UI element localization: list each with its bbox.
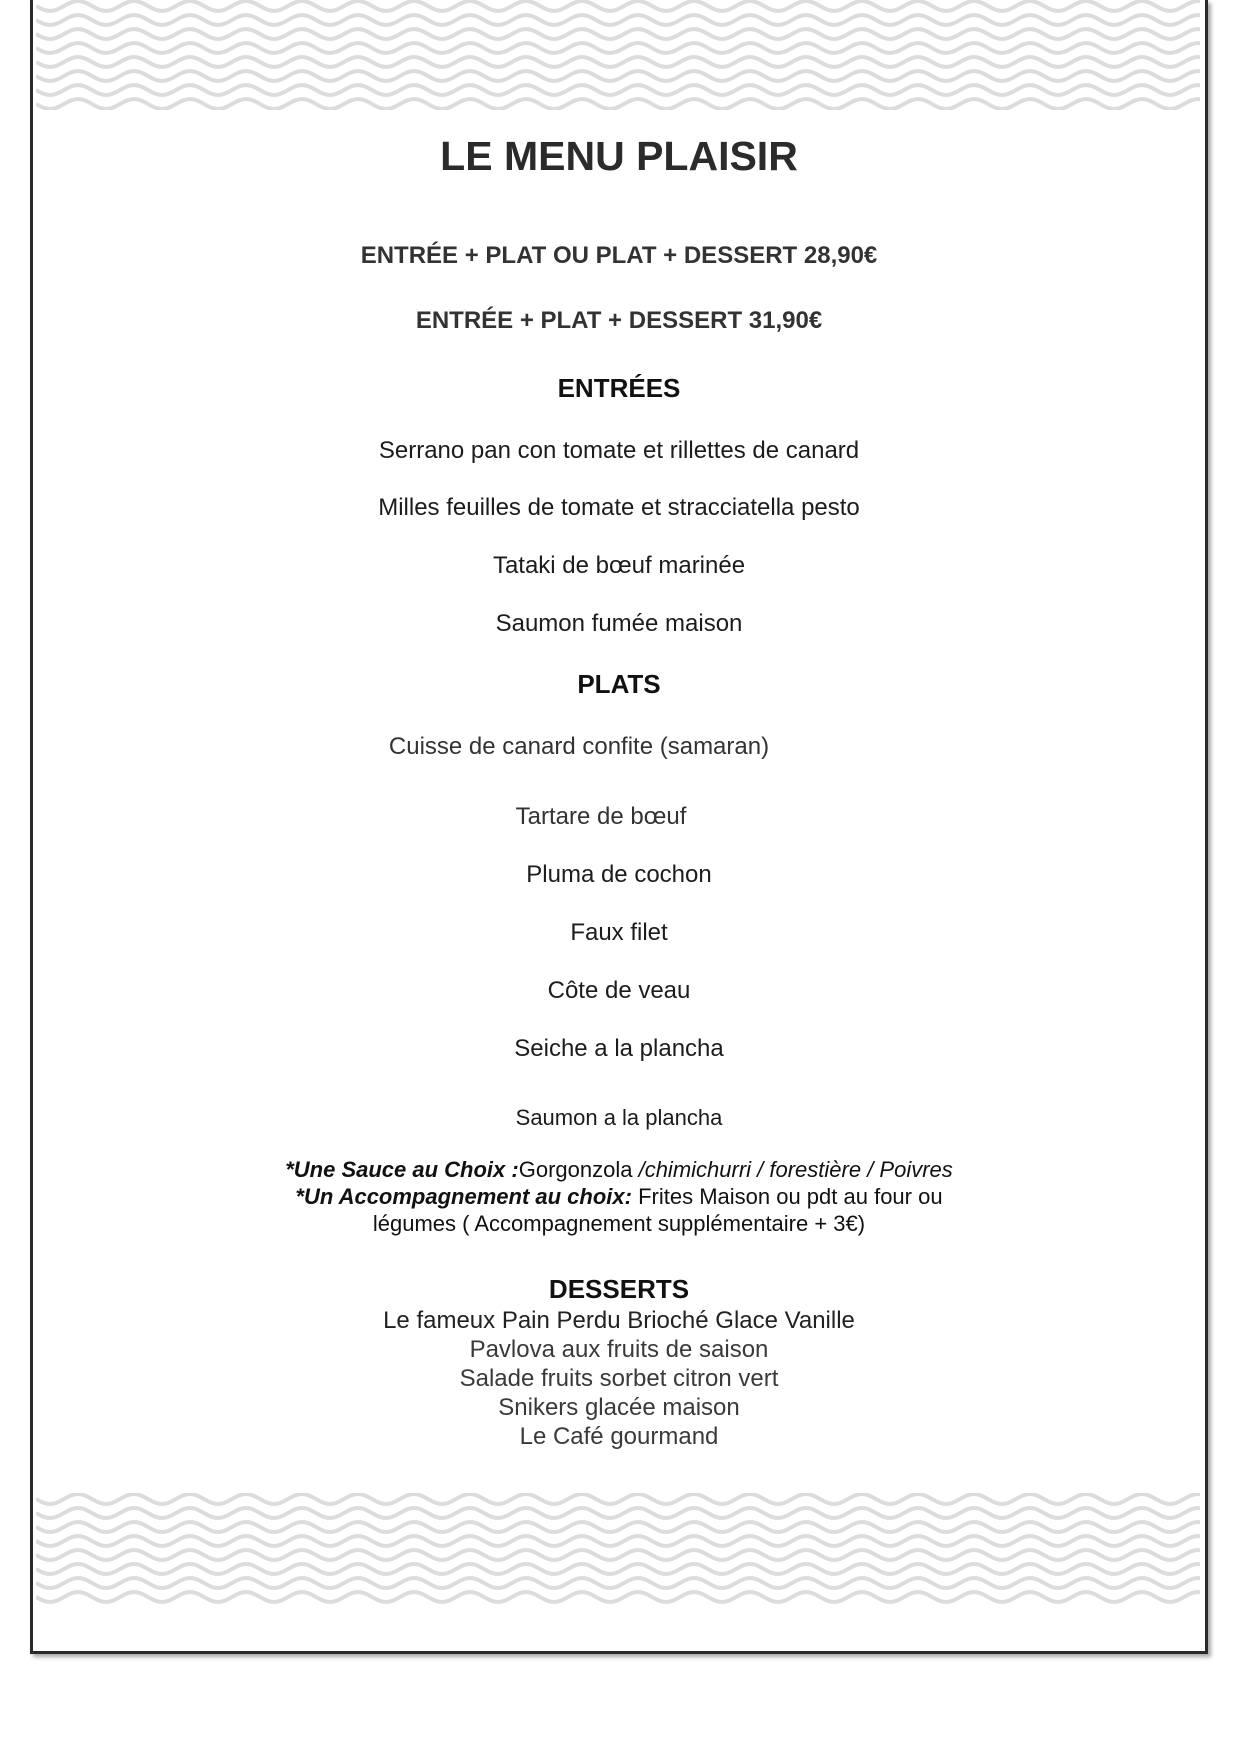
wave-line bbox=[36, 99, 1200, 109]
wave-line bbox=[36, 43, 1200, 53]
dessert-item: Salade fruits sorbet citron vert bbox=[459, 1365, 779, 1392]
plat-item: Saumon a la plancha bbox=[515, 1105, 723, 1130]
formula-price-1: ENTRÉE + PLAT OU PLAT + DESSERT 28,90€ bbox=[360, 242, 878, 269]
section-heading-desserts: DESSERTS bbox=[548, 1274, 690, 1304]
wave-pattern-top bbox=[36, 0, 1202, 110]
wave-line bbox=[36, 15, 1200, 25]
wave-line bbox=[36, 1550, 1200, 1560]
plat-item: Tartare de bœuf bbox=[515, 803, 687, 830]
wave-line bbox=[36, 1522, 1200, 1532]
dessert-item: Le Café gourmand bbox=[519, 1423, 719, 1450]
wave-line bbox=[36, 1, 1200, 11]
wave-line bbox=[36, 29, 1200, 39]
menu-title: LE MENU PLAISIR bbox=[440, 133, 798, 179]
wave-line bbox=[36, 1536, 1200, 1546]
plat-item: Cuisse de canard confite (samaran) bbox=[388, 733, 770, 760]
side-note bbox=[36, 1184, 1202, 1210]
plat-item: Côte de veau bbox=[547, 977, 691, 1004]
entree-item: Serrano pan con tomate et rillettes de canard bbox=[378, 437, 860, 464]
entree-item: Milles feuilles de tomate et stracciatella pesto bbox=[378, 494, 860, 521]
dessert-item: Pavlova aux fruits de saison bbox=[469, 1336, 769, 1363]
plat-item: Seiche a la plancha bbox=[514, 1035, 724, 1062]
entree-item: Tataki de bœuf marinée bbox=[492, 552, 746, 579]
entree-item: Saumon fumée maison bbox=[495, 610, 743, 637]
plat-item: Faux filet bbox=[570, 919, 668, 946]
wave-pattern-bottom bbox=[36, 1493, 1202, 1608]
plat-item: Pluma de cochon bbox=[526, 861, 712, 888]
sauce-note-first: Gorgonzola bbox=[518, 1157, 633, 1182]
wave-line bbox=[36, 85, 1200, 95]
dessert-item: Snikers glacée maison bbox=[498, 1394, 740, 1421]
wave-line bbox=[36, 1508, 1200, 1518]
wave-line bbox=[36, 71, 1200, 81]
side-note-text: Frites Maison ou pdt au four ou bbox=[631, 1184, 943, 1209]
dessert-item: Le fameux Pain Perdu Brioché Glace Vanille bbox=[383, 1307, 855, 1334]
side-note-label: *Un Accompagnement au choix: bbox=[295, 1184, 632, 1209]
sauce-note-options: /chimichurri / forestière / Poivres bbox=[632, 1157, 953, 1182]
section-heading-entrees: ENTRÉES bbox=[557, 373, 681, 403]
wave-line bbox=[36, 57, 1200, 67]
wave-line bbox=[36, 1578, 1200, 1588]
wave-line bbox=[36, 1592, 1200, 1602]
wave-line bbox=[36, 1564, 1200, 1574]
sauce-note bbox=[36, 1157, 1202, 1183]
section-heading-plats: PLATS bbox=[577, 669, 661, 699]
sauce-note-label: *Une Sauce au Choix : bbox=[285, 1157, 519, 1182]
wave-line bbox=[36, 1494, 1200, 1504]
formula-price-2: ENTRÉE + PLAT + DESSERT 31,90€ bbox=[415, 307, 823, 334]
side-note-continued: légumes ( Accompagnement supplémentaire + 3€) bbox=[372, 1211, 866, 1236]
